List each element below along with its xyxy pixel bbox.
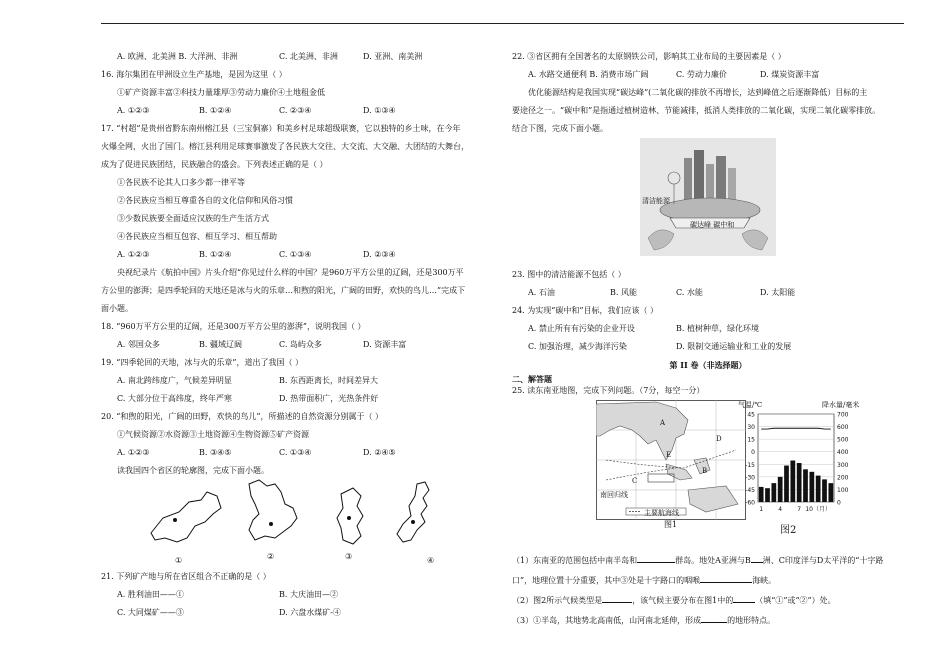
answer-blank-6[interactable] [701,614,727,623]
q18-option-a[interactable]: A. 邻国众多 [117,340,160,349]
precip-bar [816,476,821,502]
q16-option-d[interactable]: D. ①③④ [363,106,396,115]
precip-bar [822,479,827,502]
q17-option-a[interactable]: A. ①②③ [117,250,150,259]
map-letter-c: C [632,477,638,485]
q21-option-a[interactable]: A. 胜利油田——① [117,590,184,599]
province-2-outline [249,480,297,540]
answer-blank-5[interactable] [733,594,755,603]
passage1-line-3: 面小题。 [101,304,133,313]
q23-stem: 23. 图中的清洁能源不包括（ ） [512,270,626,279]
q22-stem: 22. ③省区拥有全国著名的太原钢铁公司，影响其工业布局的主要因素是（ ） [512,52,786,61]
q24-option-d[interactable]: D. 限制交通运输业和工业的发展 [676,342,792,351]
precip-tick-label: 400 [837,449,849,457]
precip-tick-label: 500 [837,436,849,444]
q17-stem-2: 火爆全网，火出了国门。榕江县利用足球赛事激发了各民族大交往、大交流、大交融、大团结的大舞台， [101,142,469,151]
carbon-image-label: 清洁能源 [642,197,670,205]
q16-option-a[interactable]: A. ①②③ [117,106,150,115]
month-tick-label: 10（月） [805,506,831,513]
q17-option-d[interactable]: D. ②③④ [363,250,396,259]
q24-option-a[interactable]: A. 禁止所有有污染的企业开设 [528,324,635,333]
answer-blank-1[interactable] [637,554,675,563]
province-3-outline [337,488,363,544]
q19-option-a[interactable]: A. 南北跨纬度广，气候差异明显 [117,376,232,385]
passage3-line-3: 结合下图，完成下面小题。 [512,124,608,133]
q20-option-a[interactable]: A. ①②③ [117,448,150,457]
q25-p3a: （3）①半岛，其地势北高南低，山河南北延伸，形成 [512,616,702,625]
temp-tick-label: -45 [745,486,755,494]
q15-option-d[interactable]: D. 亚洲、南美洲 [363,52,423,61]
precip-bar [828,483,833,502]
q20-option-b[interactable]: B. ③④⑤ [199,448,232,457]
q19-stem: 19. “四季轮回的天地，冰与火的乐章”，道出了我国（ ） [101,358,303,367]
month-tick-label: 4 [778,506,783,513]
q17-item-3: ③少数民族要全面适应汉族的生产生活方式 [117,214,269,223]
q21-option-d[interactable]: D. 六盘水煤矿-④ [279,608,341,617]
q16-statements: ①矿产资源丰富②科技力量雄厚③劳动力廉价④土地租金低 [117,88,325,97]
q15-option-a[interactable]: A. 欧洲、北美洲 B. 大洋洲、非洲 [117,52,238,61]
q24-stem: 24. 为实现“碳中和”目标，我们应该（ ） [512,306,658,315]
q21-option-c[interactable]: C. 大同煤矿——③ [117,608,184,617]
q25-p2b: ，该气候主要分布在图1中的 [632,596,734,605]
map-letter-e: E [666,451,672,459]
q17-option-c[interactable]: C. ①③④ [279,250,312,259]
precip-bar [765,488,770,502]
temp-tick-label: 0 [751,449,755,457]
passage3-line-2: 要途径之一。“碳中和”是指通过植树造林、节能减排，抵消人类排放的二氧化碳，实现二氧化碳零排放。 [512,106,881,115]
q17-stem-3: 成为了促进民族团结，民族融合的盛会。下列表述正确的是（ ） [101,160,328,169]
map-letter-a: A [660,419,666,427]
q18-option-d[interactable]: D. 资源丰富 [363,340,407,349]
q23-option-d[interactable]: D. 太阳能 [760,288,796,297]
temp-tick-label: -30 [745,474,755,482]
precip-tick-label: 100 [837,486,849,494]
q25-p1b: 群岛。地处A亚洲与B [675,556,751,565]
precip-bar [759,487,764,502]
province-outlines-figure [141,478,441,568]
precip-bar [803,469,808,502]
precip-bar [809,472,814,502]
part2-title: 第 II 卷（非选择题） [669,360,747,370]
q16-stem: 16. 海尔集团在甲洲设立生产基地，是因为这里（ ） [101,70,287,79]
precip-bar [784,466,789,502]
q25-p2c: （填“①”或“②”）处。 [755,596,836,605]
map-legend: 主要航海线 [644,509,679,517]
province-label-4: ④ [427,556,435,565]
q25-stem: 25. 读东南亚地图，完成下列问题。（7分，每空一分） [512,386,705,395]
temp-tick-label: -60 [745,499,755,507]
precip-tick-label: 200 [837,474,849,482]
precip-tick-label: 700 [837,411,849,419]
temp-tick-label: 30 [747,424,755,432]
section2-heading: 二、解答题 [512,374,552,384]
q25-p1a: （1）东南亚的范围包括中南半岛和 [512,556,638,565]
q25-p3b: 的地形特点。 [727,616,776,625]
precip-bar [790,461,795,502]
province-label-1: ① [175,556,183,565]
southeast-asia-map [596,400,746,520]
q25-p2a: （2）图2所示气候类型是 [512,596,603,605]
province-1-outline [151,492,221,542]
passage1-line-2: 方公里的澎湃；是四季轮回的天地还是冰与火的乐章…和煦的阳光，广阔的田野，欢快的鸟儿…”完成下 [101,286,466,295]
q16-option-c[interactable]: C. ②③④ [279,106,312,115]
q23-option-a[interactable]: A. 石油 [528,288,555,297]
map-small-label: 南回归线 [600,491,628,499]
passage1-line-1: 央视纪录片《航拍中国》片头介绍“你见过什么样的中国？是960万平方公里的辽阔，还是300万平 [117,268,464,277]
fig2-temp-title: 气温/℃ [738,401,763,409]
fig2-precip-title: 降水量/毫米 [822,401,860,409]
q20-option-d[interactable]: D. ②④⑤ [363,448,396,457]
province-label-3: ③ [345,552,353,561]
answer-blank-2[interactable] [751,554,763,563]
climate-chart [734,410,864,520]
temp-tick-label: -15 [745,461,755,469]
q25-p1c: 洲、C印度洋与D太平洋的“十字路 [762,556,884,565]
q19-option-b[interactable]: B. 东西距离长，时间差异大 [279,376,378,385]
q19-option-c[interactable]: C. 大部分位于高纬度，终年严寒 [117,394,232,403]
q18-option-c[interactable]: C. 岛屿众多 [279,340,322,349]
q17-option-b[interactable]: B. ①②④ [199,250,232,259]
answer-blank-4[interactable] [602,594,632,603]
q25-part1-line1 [512,554,883,566]
q25-p1e: 海峡。 [752,576,777,585]
q25-part1-line2 [512,574,776,586]
q19-option-d[interactable]: D. 热带面积广，光热条件好 [279,394,379,403]
map-letter-b: B [702,467,708,475]
q17-item-4: ④各民族应当相互包容、相互学习、相互帮助 [117,232,277,241]
q20-option-c[interactable]: C. ①③④ [279,448,312,457]
map-letter-d: D [716,435,722,443]
q16-option-b[interactable]: B. ①②④ [199,106,232,115]
q17-item-1: ①各民族不论其人口多少都一律平等 [117,178,245,187]
precip-tick-label: 600 [837,424,849,432]
q17-item-2: ②各民族应当相互尊重各自的文化信仰和风俗习惯 [117,196,293,205]
fig1-caption: 图1 [664,520,678,529]
q18-option-b[interactable]: B. 疆域辽阔 [199,340,242,349]
header-rule [101,23,904,24]
precip-bar [771,483,776,502]
temp-tick-label: 45 [747,411,755,419]
q21-stem: 21. 下列矿产地与所在省区组合不正确的是（ ） [101,572,271,581]
q17-stem-1: 17. “村超”是贵州省黔东南州榕江县（三宝侗寨）和美乡村足球超级联赛，它以独特的乡土味，在今年 [101,124,461,133]
month-tick-label: 1 [759,506,764,513]
province-3-dot [347,516,351,520]
q22-option-c[interactable]: C. 劳动力廉价 [676,70,727,79]
province-1-dot [173,518,177,522]
q20-stem: 20. “和煦的阳光，广阔的田野，欢快的鸟儿”，所描述的自然资源分别属于（ ） [101,412,383,421]
fig2-caption: 图2 [780,525,797,536]
answer-blank-3[interactable] [700,574,752,583]
passage3-line-1: 优化能源结构是我国实现“碳达峰”(二氧化碳的排放不再增长，达到峰值之后逐渐降低）目标的主 [528,88,868,97]
precip-tick-label: 0 [837,499,841,507]
precip-bar [797,463,802,502]
q23-option-c[interactable]: C. 水能 [676,288,703,297]
q23-option-b[interactable]: B. 风能 [610,288,637,297]
q15-option-c[interactable]: C. 北美洲、非洲 [279,52,338,61]
province-4-outline [397,482,429,542]
q18-stem: 18. “960万平方公里的辽阔，还是300万平方公里的澎湃”，说明我国（ ） [101,322,366,331]
passage2: 读我国四个省区的轮廓图，完成下面小题。 [117,466,269,475]
q24-option-c[interactable]: C. 加强治理，减少海洋污染 [528,342,627,351]
province-4-dot [411,520,415,524]
precip-tick-label: 300 [837,461,849,469]
precip-bar [778,477,783,502]
temp-tick-label: 15 [747,436,755,444]
q22-option-d[interactable]: D. 煤炭资源丰富 [760,70,820,79]
q22-option-ab[interactable]: A. 水路交通便利 B. 消费市场广阔 [528,70,649,79]
q25-p1d: 口”，地理位置十分重要，其中③处是十字路口的咽喉 [512,576,701,585]
q25-part3 [512,614,775,626]
q25-part2 [512,594,836,606]
carbon-image-ribbon: 碳达峰 碳中和 [690,221,735,229]
q24-option-b[interactable]: B. 植树种草，绿化环境 [676,324,759,333]
q20-statements: ①气候资源②水资源③土地资源④生物资源⑤矿产资源 [117,430,309,439]
q21-option-b[interactable]: B. 大庆油田—② [279,590,338,599]
month-tick-label: 7 [797,506,802,513]
province-label-2: ② [267,552,275,561]
province-2-dot [269,522,273,526]
